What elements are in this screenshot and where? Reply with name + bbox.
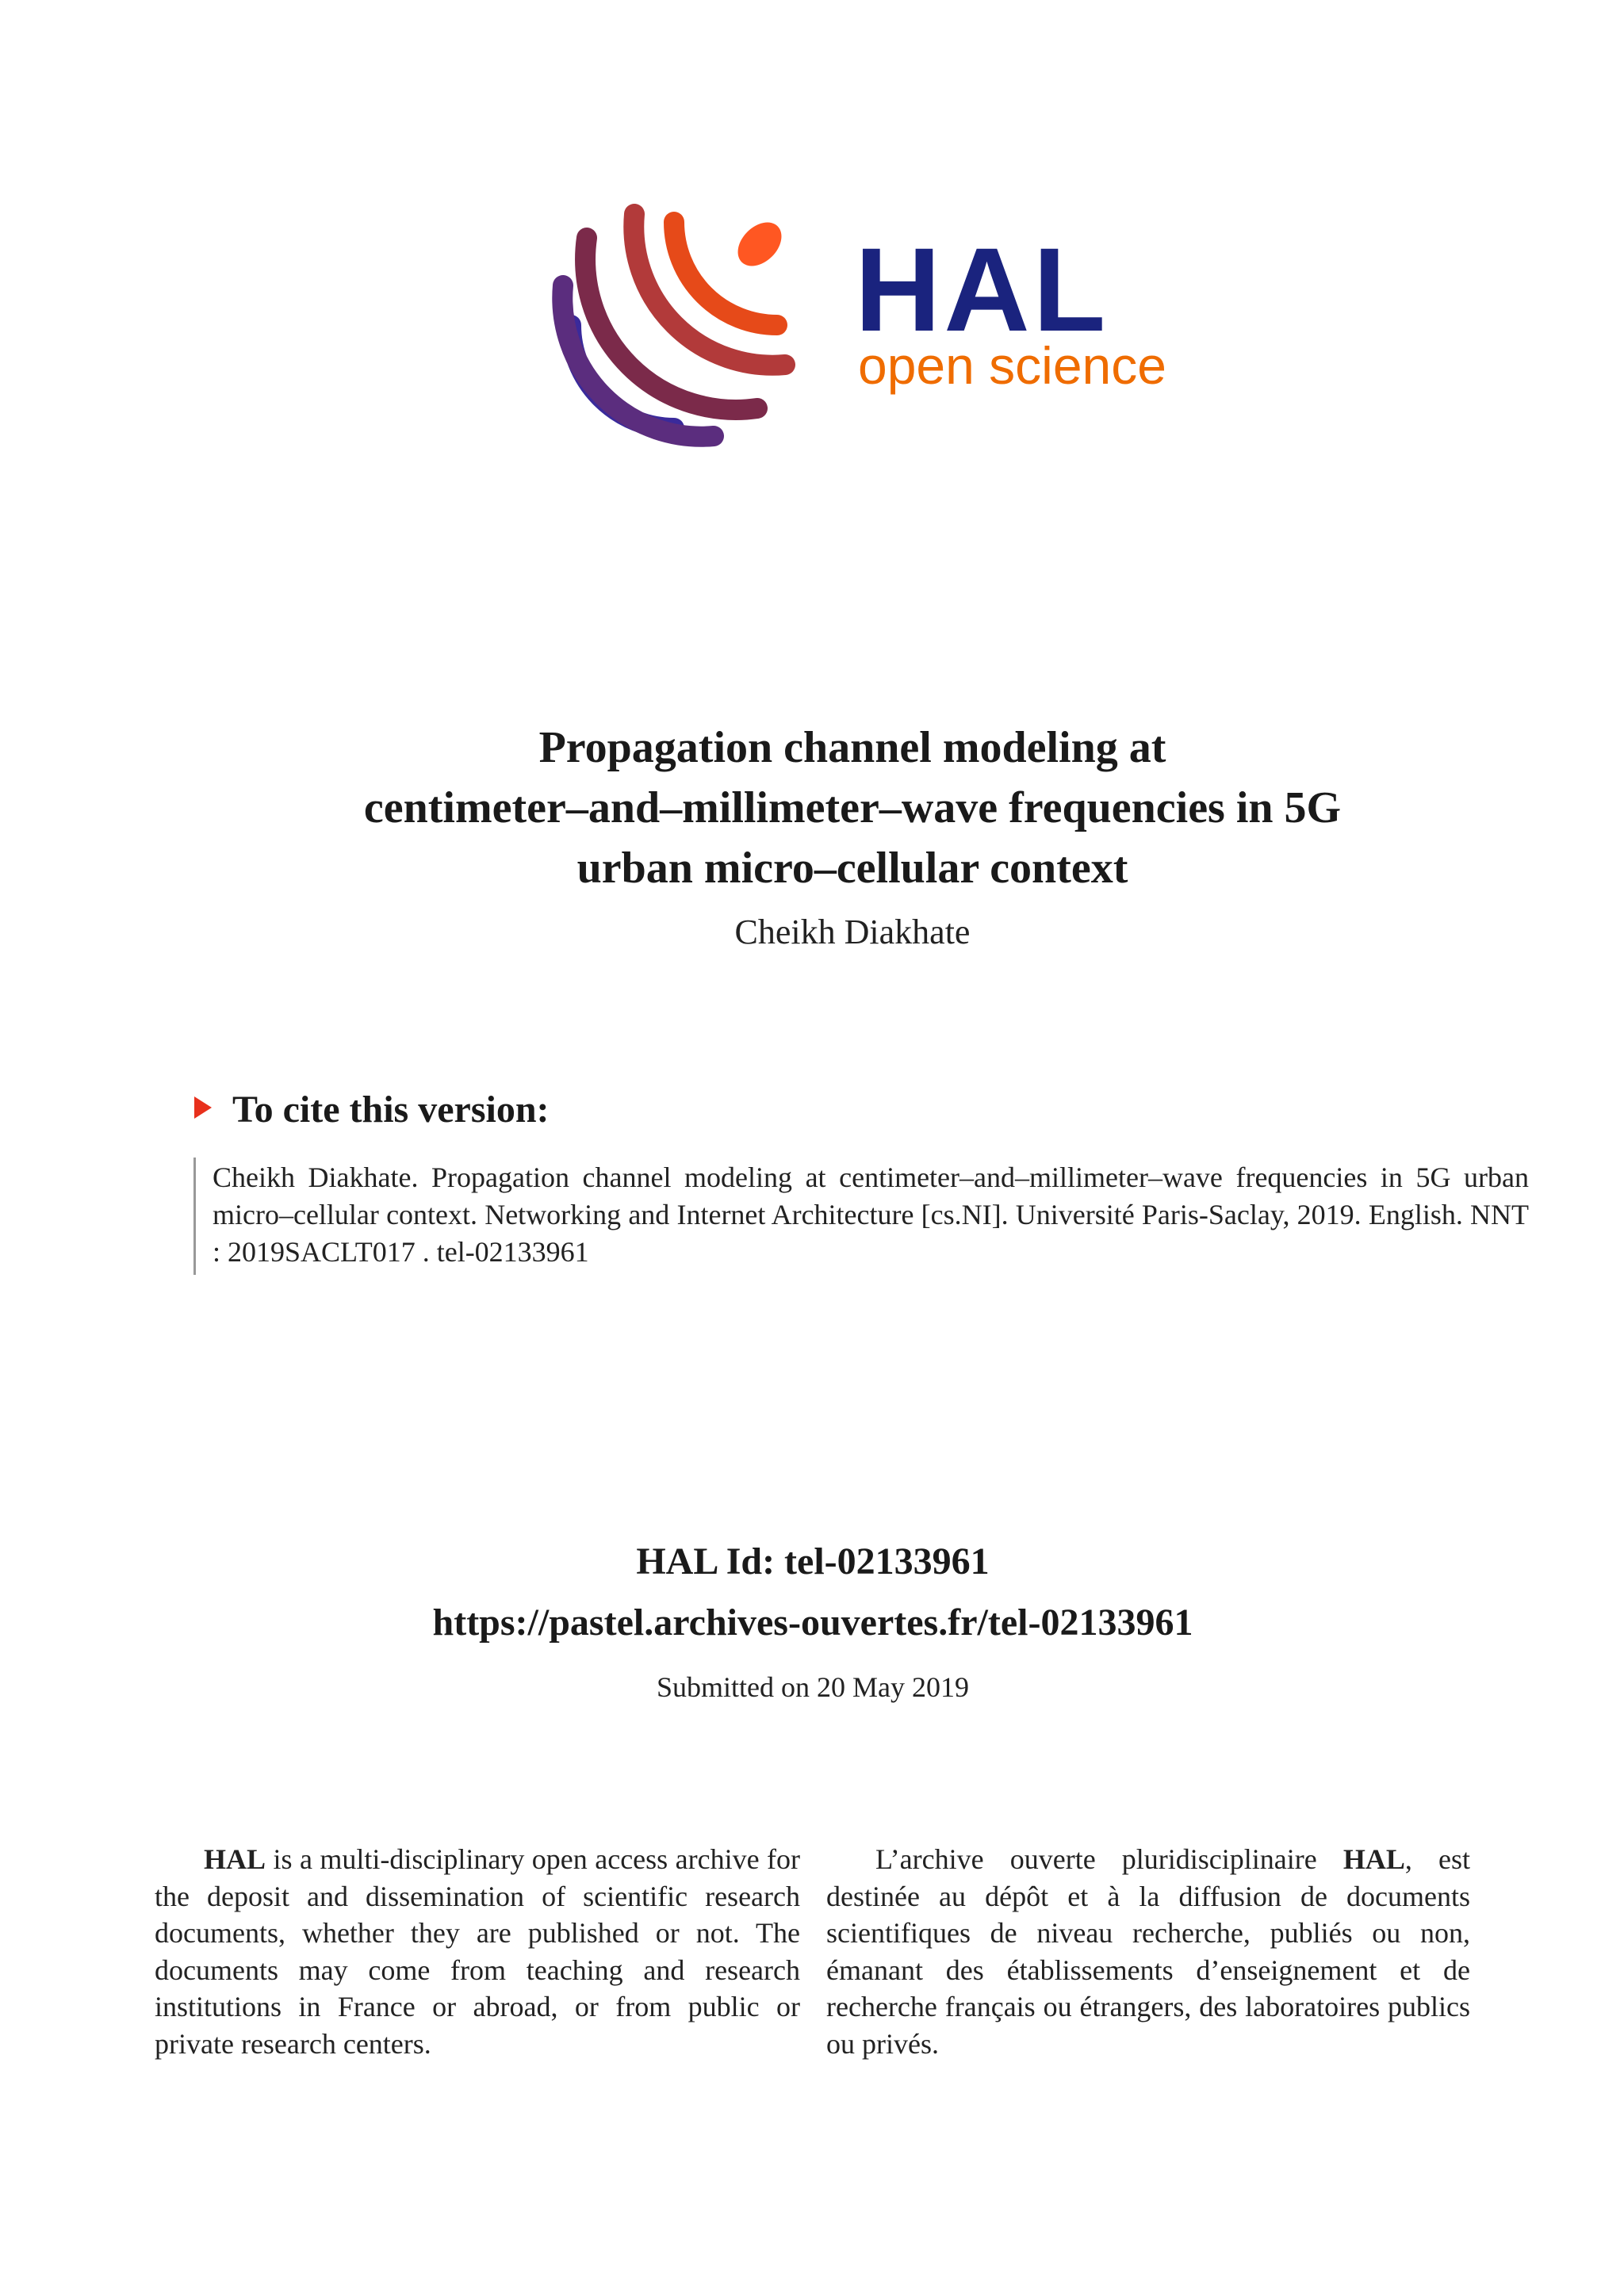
description-french-text — [826, 1841, 1470, 2062]
document-title — [198, 718, 1507, 898]
triangle-right-icon — [194, 1096, 212, 1119]
cite-heading-label: To cite this version: — [232, 1089, 550, 1131]
description-english-text — [155, 1841, 800, 2062]
description-french — [826, 1841, 1470, 2062]
description-french-start: L’archive ouverte pluridisciplinaire — [875, 1843, 1343, 1875]
hal-tagline: open science — [858, 336, 1166, 395]
hal-logo-mark-icon — [547, 198, 801, 452]
submission-date: Submitted on 20 May 2019 — [657, 1671, 969, 1703]
cite-rule — [193, 1158, 196, 1275]
hal-url-link[interactable]: https://pastel.archives-ouvertes.fr/tel-02133961 — [432, 1601, 1193, 1644]
title-line-1: Propagation channel modeling at — [538, 723, 1166, 772]
hal-bold-fr: HAL — [1342, 1843, 1405, 1875]
hal-logo — [547, 198, 1182, 452]
hal-wordmark: HAL — [855, 223, 1109, 356]
citation-text: Cheikh Diakhate. Propagation channel modeling at centimeter–and–millimeter–wave frequencies in 5G urban micro–cellular context. Networking and Internet Architecture [cs.NI]. Université Paris-Saclay, 2019. English. NNT : 2019SACLT017 . tel-02133961 — [213, 1161, 1529, 1268]
cite-heading — [194, 1085, 550, 1135]
hal-id: HAL Id: tel-02133961 — [636, 1540, 990, 1582]
document-author: Cheikh Diakhate — [734, 913, 971, 951]
title-line-3: urban micro–cellular context — [576, 844, 1128, 893]
description-english — [155, 1841, 800, 2062]
hal-bold: HAL — [204, 1843, 266, 1875]
description-french-body: , est destinée au dépôt et à la diffusion de documents scientifiques de niveau recherche, publiés ou non, émanant des établissements d’enseignement et de recherche français ou étrangers, des laboratoires publics ou privés. — [826, 1843, 1470, 2060]
title-line-2: centimeter–and–millimeter–wave frequencies in 5G — [363, 783, 1342, 832]
description-english-body: is a multi-disciplinary open access archive for the deposit and dissemination of scientific research documents, whether they are published or not. The documents may come from teaching and research institutions in France or abroad, or from public or private research centers. — [155, 1843, 800, 2060]
